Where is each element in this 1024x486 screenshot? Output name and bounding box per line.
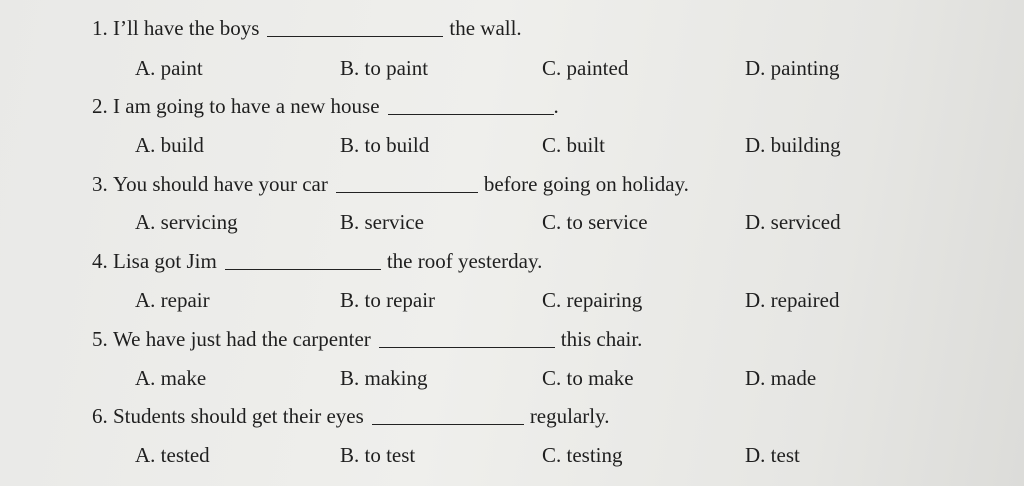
question-text-after: . xyxy=(553,94,559,118)
options-row-2 xyxy=(0,133,1024,157)
answer-blank[interactable] xyxy=(336,176,478,193)
question-text-before: I am going to have a new house xyxy=(113,94,380,118)
options-row-5 xyxy=(0,366,1024,390)
question-2 xyxy=(92,94,559,118)
option-d[interactable]: D. building xyxy=(745,133,841,157)
question-text-after: the roof yesterday. xyxy=(386,249,543,273)
option-c[interactable]: C. painted xyxy=(542,56,629,80)
option-b[interactable]: B. to test xyxy=(340,443,416,467)
options-row-4 xyxy=(0,288,1024,312)
question-text-before: We have just had the carpenter xyxy=(113,327,371,351)
question-text-after: regularly. xyxy=(529,404,610,428)
option-b[interactable]: B. to repair xyxy=(340,288,436,312)
question-text-after: this chair. xyxy=(560,327,643,351)
option-c[interactable]: C. to service xyxy=(542,210,648,234)
question-text-before: Students should get their eyes xyxy=(113,404,364,428)
option-c[interactable]: C. testing xyxy=(542,443,623,467)
answer-blank[interactable] xyxy=(379,331,555,348)
question-3 xyxy=(92,172,689,196)
option-b[interactable]: B. making xyxy=(340,366,428,390)
option-b[interactable]: B. service xyxy=(340,210,424,234)
option-a[interactable]: A. make xyxy=(135,366,207,390)
options-row-3 xyxy=(0,210,1024,234)
question-number: 2. xyxy=(92,94,108,118)
option-d[interactable]: D. made xyxy=(745,366,817,390)
option-c[interactable]: C. built xyxy=(542,133,606,157)
question-number: 5. xyxy=(92,327,108,351)
question-4 xyxy=(92,249,542,273)
answer-blank[interactable] xyxy=(267,20,443,37)
question-text-before: Lisa got Jim xyxy=(113,249,217,273)
option-c[interactable]: C. to make xyxy=(542,366,634,390)
option-d[interactable]: D. painting xyxy=(745,56,840,80)
question-6 xyxy=(92,404,610,428)
question-number: 1. xyxy=(92,16,108,40)
question-1 xyxy=(92,16,522,40)
question-text-before: I’ll have the boys xyxy=(113,16,260,40)
option-a[interactable]: A. servicing xyxy=(135,210,238,234)
option-d[interactable]: D. test xyxy=(745,443,800,467)
option-a[interactable]: A. build xyxy=(135,133,204,157)
option-a[interactable]: A. paint xyxy=(135,56,203,80)
question-text-after: the wall. xyxy=(449,16,522,40)
option-b[interactable]: B. to paint xyxy=(340,56,429,80)
question-5 xyxy=(92,327,642,351)
option-d[interactable]: D. serviced xyxy=(745,210,841,234)
answer-blank[interactable] xyxy=(388,98,554,115)
question-number: 4. xyxy=(92,249,108,273)
question-number: 6. xyxy=(92,404,108,428)
question-text-before: You should have your car xyxy=(113,172,328,196)
question-text-after: before going on holiday. xyxy=(483,172,689,196)
question-number: 3. xyxy=(92,172,108,196)
options-row-6 xyxy=(0,443,1024,467)
options-row-1 xyxy=(0,56,1024,80)
option-c[interactable]: C. repairing xyxy=(542,288,643,312)
option-d[interactable]: D. repaired xyxy=(745,288,840,312)
option-b[interactable]: B. to build xyxy=(340,133,430,157)
option-a[interactable]: A. repair xyxy=(135,288,210,312)
option-a[interactable]: A. tested xyxy=(135,443,210,467)
answer-blank[interactable] xyxy=(372,408,524,425)
answer-blank[interactable] xyxy=(225,253,381,270)
